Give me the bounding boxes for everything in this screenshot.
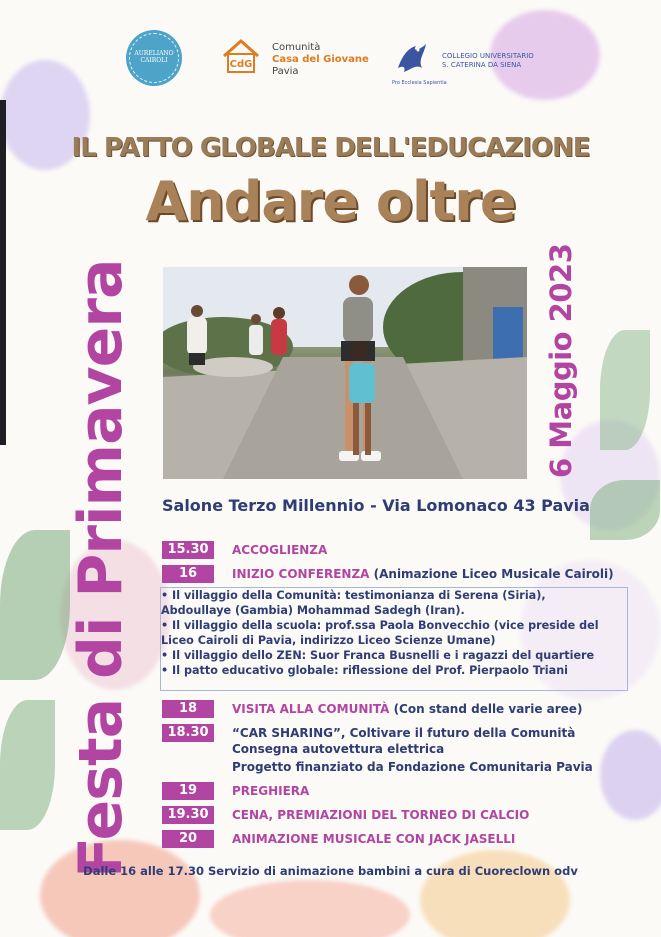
- cdg-line3: Pavia: [272, 66, 299, 77]
- event-title: CENA, PREMIAZIONI DEL TORNEO DI CALCIO: [232, 808, 530, 822]
- college-line2: S. CATERINA DA SIENA: [442, 61, 522, 69]
- cdg-house-icon: [220, 36, 262, 78]
- event-item: [232, 541, 327, 559]
- time-label: 15.30: [162, 541, 214, 559]
- time-label: 16: [162, 565, 214, 583]
- conference-topics: [160, 587, 628, 691]
- dragon-crest-icon: [392, 38, 432, 78]
- cdg-logo-text: [272, 42, 369, 78]
- event-item: [232, 782, 309, 800]
- event-title: ANIMAZIONE MUSICALE CON JACK JASELLI: [232, 832, 516, 846]
- venue-address: Salone Terzo Millennio - Via Lomonaco 43 Pavia: [162, 496, 590, 515]
- event-title: VISITA ALLA COMUNITÀ: [232, 702, 390, 716]
- event-photo: [163, 267, 527, 479]
- logo-row: [0, 24, 661, 94]
- topic-line: • Il villaggio della scuola: prof.ssa Paola Bonvecchio (vice preside del: [161, 619, 599, 632]
- event-note: (Animazione Liceo Musicale Cairoli): [373, 567, 614, 581]
- time-label: 18.30: [162, 724, 214, 742]
- cdg-badge-text: CdG: [229, 59, 253, 70]
- car-sharing-detail: Progetto finanziato da Fondazione Comunitaria Pavia: [232, 760, 593, 774]
- decor-leaf: [0, 700, 55, 830]
- event-item: [232, 724, 575, 742]
- time-label: 19.30: [162, 806, 214, 824]
- main-title: Andare oltre: [145, 170, 516, 233]
- decor-leaf: [590, 480, 660, 540]
- footer-note: Dalle 16 alle 17.30 Servizio di animazione bambini a cura di Cuoreclown odv: [83, 864, 578, 878]
- photo-illustration: [163, 267, 527, 479]
- topic-line: Abdoullaye (Gambia) Mohammad Sadegh (Iran).: [161, 604, 465, 617]
- college-line1: COLLEGIO UNIVERSITARIO: [442, 52, 534, 60]
- event-note: (Con stand delle varie aree): [393, 702, 583, 716]
- event-title: “CAR SHARING”, Coltivare il futuro della Comunità: [232, 726, 576, 740]
- cdg-line2: Casa del Giovane: [272, 54, 369, 65]
- event-item: [232, 700, 582, 718]
- topic-line: • Il patto educativo globale: riflessione del Prof. Pierpaolo Triani: [161, 664, 568, 677]
- decor-leaf: [600, 330, 650, 450]
- time-label: 20: [162, 830, 214, 848]
- topic-line: Liceo Cairoli di Pavia, indirizzo Liceo Scienze Umane): [161, 634, 496, 647]
- cairoli-logo: [126, 30, 182, 86]
- event-title: ACCOGLIENZA: [232, 543, 328, 557]
- topic-line: • Il villaggio dello ZEN: Suor Franca Busnelli e i ragazzi del quartiere: [161, 649, 595, 662]
- topic-line: • Il villaggio della Comunità: testimonianza di Serena (Siria),: [161, 589, 546, 602]
- time-label: 19: [162, 782, 214, 800]
- college-logo-text: [442, 52, 534, 70]
- decor-leaf: [0, 530, 70, 680]
- dragon-caption: Pro Ecclesia Sapientia: [392, 80, 447, 86]
- decor-flower: [210, 880, 410, 937]
- event-date-vertical: 6 Maggio 2023: [544, 243, 578, 478]
- event-item: [232, 830, 515, 848]
- subtitle-heading: IL PATTO GLOBALE DELL'EDUCAZIONE: [71, 133, 590, 163]
- festival-name-vertical: Festa di Primavera: [66, 259, 136, 878]
- cairoli-logo-text: AURELIANO CAIROLI: [129, 33, 179, 83]
- decor-flower: [600, 730, 661, 820]
- event-item: [232, 565, 614, 583]
- cdg-line1: Comunità: [272, 42, 321, 53]
- event-title: INIZIO CONFERENZA: [232, 567, 370, 581]
- car-sharing-detail: Consegna autovettura elettrica: [232, 742, 445, 756]
- event-title: PREGHIERA: [232, 784, 310, 798]
- event-item: [232, 806, 529, 824]
- time-label: 18: [162, 700, 214, 718]
